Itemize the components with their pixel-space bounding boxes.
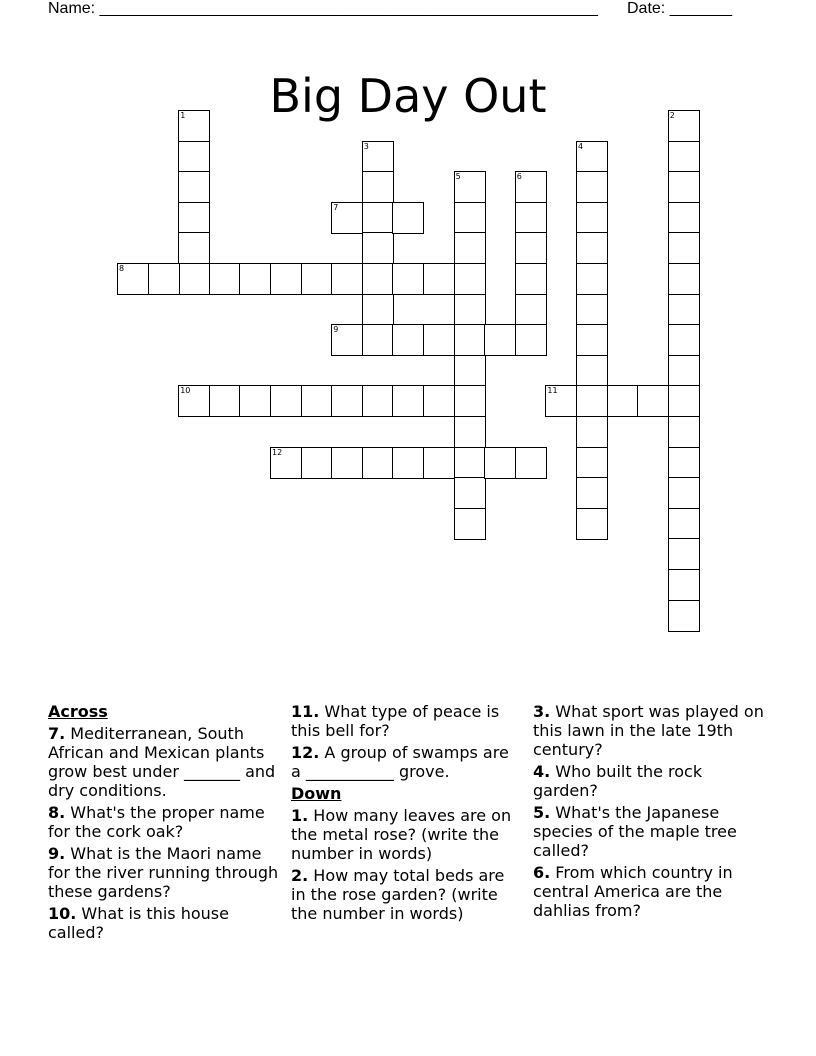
- grid-cell[interactable]: [607, 385, 639, 417]
- grid-cell[interactable]: [668, 447, 700, 479]
- clue-item: [533, 762, 768, 800]
- grid-cell[interactable]: [515, 324, 547, 356]
- grid-cell[interactable]: [423, 447, 455, 479]
- grid-cell[interactable]: [576, 508, 608, 540]
- clue-text: Who built the rock garden?: [533, 762, 703, 800]
- grid-cell[interactable]: [178, 263, 210, 295]
- grid-cell[interactable]: [209, 263, 241, 295]
- grid-cell[interactable]: [331, 385, 363, 417]
- puzzle-title: Big Day Out: [269, 68, 547, 123]
- grid-cell[interactable]: [362, 263, 394, 295]
- across-clue-list-continued: [291, 702, 523, 781]
- grid-cell[interactable]: [454, 171, 486, 203]
- grid-cell[interactable]: [362, 324, 394, 356]
- clue-column-3: [533, 702, 768, 923]
- cell-number: 8: [119, 264, 125, 273]
- grid-cell[interactable]: [392, 324, 424, 356]
- clue-column-1: [48, 702, 282, 945]
- clue-number: 2.: [291, 866, 309, 885]
- grid-cell[interactable]: [454, 385, 486, 417]
- cell-number: 9: [333, 325, 339, 335]
- cell-number: 1: [180, 111, 186, 120]
- grid-cell[interactable]: [423, 263, 455, 295]
- grid-cell[interactable]: [331, 263, 363, 295]
- grid-cell[interactable]: [668, 202, 700, 234]
- grid-cell[interactable]: [454, 355, 486, 387]
- cell-number: 3: [363, 141, 369, 151]
- clue-item: [533, 702, 768, 759]
- grid-cell[interactable]: [423, 385, 455, 417]
- clue-number: 4.: [533, 762, 551, 781]
- grid-cell[interactable]: [301, 447, 333, 479]
- grid-cell[interactable]: [637, 385, 669, 417]
- clue-number: 6.: [533, 863, 551, 882]
- clue-text: How may total beds are in the rose garden? (write the number in words): [291, 866, 505, 923]
- clue-item: [48, 844, 282, 901]
- grid-cell[interactable]: [270, 263, 302, 295]
- grid-cell[interactable]: [301, 385, 333, 417]
- clue-text: What type of peace is this bell for?: [291, 702, 500, 740]
- cell-number: 7: [333, 202, 339, 212]
- grid-cell[interactable]: [668, 294, 700, 326]
- grid-cell[interactable]: [515, 263, 547, 295]
- grid-cell[interactable]: [362, 141, 394, 173]
- grid-cell[interactable]: [239, 385, 271, 417]
- grid-cell[interactable]: [668, 324, 700, 356]
- clue-item: [291, 743, 523, 781]
- clue-item: [533, 803, 768, 860]
- clue-number: 9.: [48, 844, 66, 863]
- grid-cell[interactable]: [117, 263, 149, 295]
- grid-cell[interactable]: [515, 447, 547, 479]
- clue-item: [291, 806, 523, 863]
- grid-cell[interactable]: [668, 600, 700, 632]
- clue-text: What is this house called?: [48, 904, 229, 942]
- grid-cell[interactable]: [454, 324, 486, 356]
- grid-cell[interactable]: [454, 477, 486, 509]
- grid-cell[interactable]: [392, 202, 424, 234]
- grid-cell[interactable]: [454, 263, 486, 295]
- grid-cell[interactable]: [668, 477, 700, 509]
- grid-cell[interactable]: [362, 447, 394, 479]
- clue-text: A group of swamps are a ___________ grove.: [291, 743, 509, 781]
- cell-number: 11: [547, 386, 558, 396]
- grid-cell[interactable]: [392, 385, 424, 417]
- grid-cell[interactable]: [270, 385, 302, 417]
- grid-cell[interactable]: [668, 569, 700, 601]
- grid-cell[interactable]: [301, 263, 333, 295]
- name-field-label[interactable]: Name: ________________________________________________________: [48, 0, 598, 17]
- clue-number: 10.: [48, 904, 77, 923]
- cell-number: 2: [669, 111, 675, 120]
- grid-cell[interactable]: [362, 385, 394, 417]
- grid-cell[interactable]: [576, 232, 608, 264]
- grid-cell[interactable]: [331, 324, 363, 356]
- grid-cell[interactable]: [515, 202, 547, 234]
- grid-cell[interactable]: [178, 385, 210, 417]
- down-clue-list: [291, 806, 523, 923]
- grid-cell[interactable]: [178, 110, 210, 142]
- grid-cell[interactable]: [454, 294, 486, 326]
- grid-cell[interactable]: [178, 202, 210, 234]
- grid-cell[interactable]: [392, 447, 424, 479]
- clue-item: [48, 803, 282, 841]
- header: [0, 0, 816, 22]
- grid-cell[interactable]: [515, 294, 547, 326]
- down-clue-list-continued: [533, 702, 768, 920]
- clue-text: How many leaves are on the metal rose? (write the number in words): [291, 806, 512, 863]
- clue-number: 7.: [48, 724, 66, 743]
- date-field-label[interactable]: Date: _______: [627, 0, 732, 17]
- grid-cell[interactable]: [576, 294, 608, 326]
- grid-cell[interactable]: [668, 171, 700, 203]
- grid-cell[interactable]: [148, 263, 180, 295]
- grid-cell[interactable]: [668, 110, 700, 142]
- grid-cell[interactable]: [668, 263, 700, 295]
- grid-cell[interactable]: [454, 202, 486, 234]
- grid-cell[interactable]: [576, 385, 608, 417]
- down-heading: Down: [291, 784, 342, 803]
- clue-item: [48, 724, 282, 800]
- clue-text: Mediterranean, South African and Mexican plants grow best under _______ and dry conditions.: [48, 724, 276, 800]
- cell-number: 10: [180, 386, 191, 396]
- grid-cell[interactable]: [545, 385, 577, 417]
- grid-cell[interactable]: [576, 141, 608, 173]
- grid-cell[interactable]: [454, 232, 486, 264]
- clue-text: From which country in central America are the dahlias from?: [533, 863, 733, 920]
- grid-cell[interactable]: [362, 232, 394, 264]
- cell-number: 5: [455, 172, 461, 182]
- grid-cell[interactable]: [576, 447, 608, 479]
- grid-cell[interactable]: [270, 447, 302, 479]
- grid-cell[interactable]: [484, 447, 516, 479]
- grid-cell[interactable]: [668, 416, 700, 448]
- grid-cell[interactable]: [576, 171, 608, 203]
- cell-number: 12: [272, 447, 283, 457]
- grid-cell[interactable]: [392, 263, 424, 295]
- across-heading: Across: [48, 702, 108, 721]
- across-clue-list: [48, 724, 282, 942]
- grid-cell[interactable]: [454, 416, 486, 448]
- clue-number: 11.: [291, 702, 320, 721]
- grid-cell[interactable]: [209, 385, 241, 417]
- cell-number: 4: [578, 141, 584, 151]
- clue-text: What sport was played on this lawn in the late 19th century?: [533, 702, 764, 759]
- clue-item: [291, 866, 523, 923]
- grid-cell[interactable]: [178, 232, 210, 264]
- grid-cell[interactable]: [576, 324, 608, 356]
- grid-cell[interactable]: [178, 171, 210, 203]
- grid-cell[interactable]: [362, 294, 394, 326]
- clue-item: [291, 702, 523, 740]
- grid-cell[interactable]: [331, 202, 363, 234]
- grid-cell[interactable]: [515, 232, 547, 264]
- clue-column-2: [291, 702, 523, 926]
- clue-text: What's the proper name for the cork oak?: [48, 803, 265, 841]
- clue-text: What's the Japanese species of the maple tree called?: [533, 803, 737, 860]
- grid-cell[interactable]: [362, 171, 394, 203]
- grid-cell[interactable]: [423, 324, 455, 356]
- clue-number: 3.: [533, 702, 551, 721]
- grid-cell[interactable]: [668, 508, 700, 540]
- grid-cell[interactable]: [362, 202, 394, 234]
- grid-cell[interactable]: [668, 538, 700, 570]
- clue-number: 1.: [291, 806, 309, 825]
- grid-cell[interactable]: [576, 416, 608, 448]
- grid-cell[interactable]: [454, 447, 486, 479]
- grid-cell[interactable]: [178, 141, 210, 173]
- grid-cell[interactable]: [576, 355, 608, 387]
- grid-cell[interactable]: [668, 385, 700, 417]
- grid-cell[interactable]: [239, 263, 271, 295]
- grid-cell[interactable]: [668, 141, 700, 173]
- clue-number: 5.: [533, 803, 551, 822]
- grid-cell[interactable]: [576, 477, 608, 509]
- grid-cell[interactable]: [576, 202, 608, 234]
- grid-cell[interactable]: [576, 263, 608, 295]
- grid-cell[interactable]: [515, 171, 547, 203]
- clue-item: [48, 904, 282, 942]
- clue-number: 12.: [291, 743, 320, 762]
- grid-cell[interactable]: [668, 355, 700, 387]
- grid-cell[interactable]: [668, 232, 700, 264]
- grid-cell[interactable]: [331, 447, 363, 479]
- clue-item: [533, 863, 768, 920]
- grid-cell[interactable]: [454, 508, 486, 540]
- grid-cell[interactable]: [484, 324, 516, 356]
- clue-text: What is the Maori name for the river running through these gardens?: [48, 844, 279, 901]
- clue-number: 8.: [48, 803, 66, 822]
- cell-number: 6: [516, 172, 522, 182]
